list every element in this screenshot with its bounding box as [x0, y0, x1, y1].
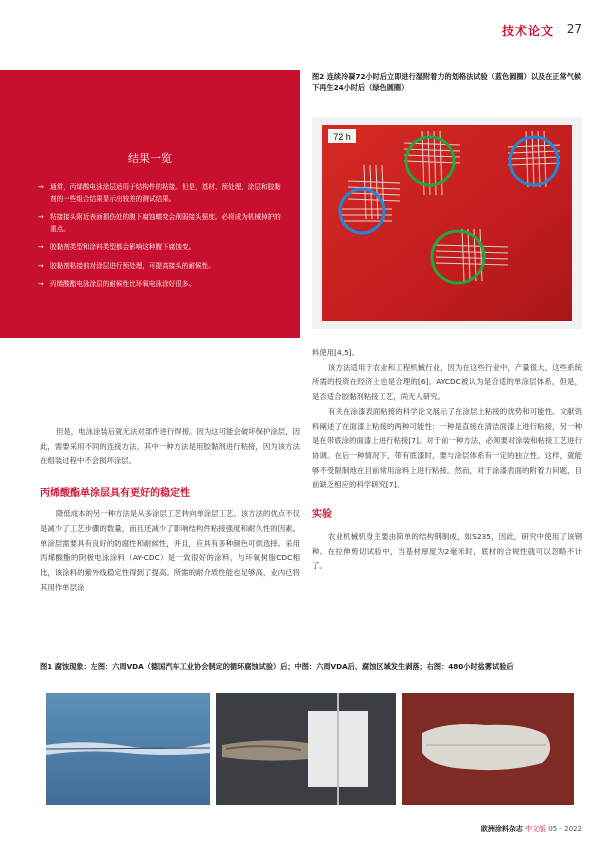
arrow-icon: →	[38, 261, 44, 270]
summary-item: → 通常，丙烯酸电泳涂层适用于结构件的粘接。但是，基材、预处理，涂层和胶黏剂的一些组合结果显示出较差的测试结果。	[38, 183, 281, 203]
figure1-photos	[46, 693, 574, 805]
arrow-icon: →	[38, 243, 44, 251]
arrow-icon: →	[38, 213, 44, 221]
paragraph: 农业机械机身主要由简单的结构钢制成，如S235，因此，研究中使用了该钢种。在拉伸剪切试验中，当基材厚度为2毫米时，底材的合规性就可以忽略不计了。	[312, 532, 582, 571]
paragraph: 该方法适用于农业和工程机械行业，因为在这些行业中，产量很大，这些系统所需的投资在经济上也是合理的[6]。AYCDC被认为是合适的单涂层体系，但是，是否适合胶黏剂粘接工艺，尚无人研究。	[312, 362, 582, 402]
arrow-icon: →	[38, 183, 44, 191]
footer-edition: 中文版	[525, 825, 547, 833]
left-column	[40, 425, 300, 595]
section-heading: 实验	[312, 509, 332, 521]
summary-title: 结果一览	[128, 152, 172, 165]
footer	[481, 824, 582, 834]
section-heading: 丙烯酸酯单涂层具有更好的稳定性	[40, 488, 190, 500]
footer-issue: 05 - 2022	[548, 825, 582, 833]
right-column	[312, 346, 582, 574]
summary-item: → 粘接接头附近表面损伤处的腹下腐蚀蠕变会削弱接头强度。必将成为机械掉护的重点。	[38, 213, 281, 233]
figure2-caption: 图2 连续冷凝72小时后立即进行湿附着力的划格法试验（蓝色圆圈）以及在正常气候下再生24小时后（绿色圆圈）	[312, 72, 582, 92]
paragraph: 降低成本的另一种方法是从多涂层工艺转向单涂层工艺。该方法的优点不仅是减少了工艺步骤的数量，而且还减少了影响结构件粘接强度和耐久性的因素。单涂层需要具有良好的防腐性和耐候性，并且，应具有多种颜色可供选择。采用丙烯酸酯的阴极电泳涂料（AY-CDC）是一致很好的涂料，与环氧树脂CDC相比，该涂料的紫外线稳定性得到了提高。所需的耐介质性能也足够高，业内已将其用作单层涂	[40, 509, 300, 592]
summary-list	[38, 182, 286, 298]
paragraph: 有关在涂漆表面粘接的科学论文展示了在涂层上粘接的优势和可能性。文献资料阐述了在面漆上粘接的两种可能性：一种是直接在清洁面漆上进行粘接，另一种是在带底涂的面漆上进行粘接[7]。对于前一种方法，必须要对涂装和粘接工艺进行协调。在后一种情况下，带有底漆时，要与涂层体系有一定的独立性。这样，就能够不受限制地在目前常用涂料上进行粘接。然而，对于涂漆表面的附着力问题，目前缺乏相应的科学研究[7]。	[312, 406, 582, 490]
page-number: 27	[566, 22, 582, 36]
figure2-photo	[312, 117, 582, 329]
figure2-label: 72 h	[333, 132, 351, 142]
paragraph: 但是，电泳涂装后就无法对部件进行焊接。因为这可能会破坏保护涂层，因此，需要采用不同的连接方法。其中一种方法是用胶黏剂进行粘接，因为该方法在组装过程中不会损坏涂层。	[40, 427, 300, 466]
figure1-caption: 图1 腐蚀现象：左图：六周VDA（德国汽车工业协会制定的循环腐蚀试验）后；中图：六周VDA后、腐蚀区域发生剥落；右图：480小时盐雾试验后	[40, 662, 514, 671]
summary-item: → 丙烯酸酯电泳涂层的耐候性比环氧电泳涂好很多。	[38, 279, 286, 291]
arrow-icon: →	[38, 280, 44, 288]
section-title: 技术论文	[501, 24, 554, 38]
summary-item: → 胶黏剂粘接前对涂层进行预处理，可提高接头的耐候性。	[38, 261, 286, 273]
paragraph: 料使用[4,5]。	[312, 348, 360, 357]
footer-magazine: 欧洲涂料杂志	[480, 825, 523, 833]
summary-item: → 胶黏剂类型和涂料类型都会影响这种腹下腐蚀变。	[38, 242, 286, 254]
